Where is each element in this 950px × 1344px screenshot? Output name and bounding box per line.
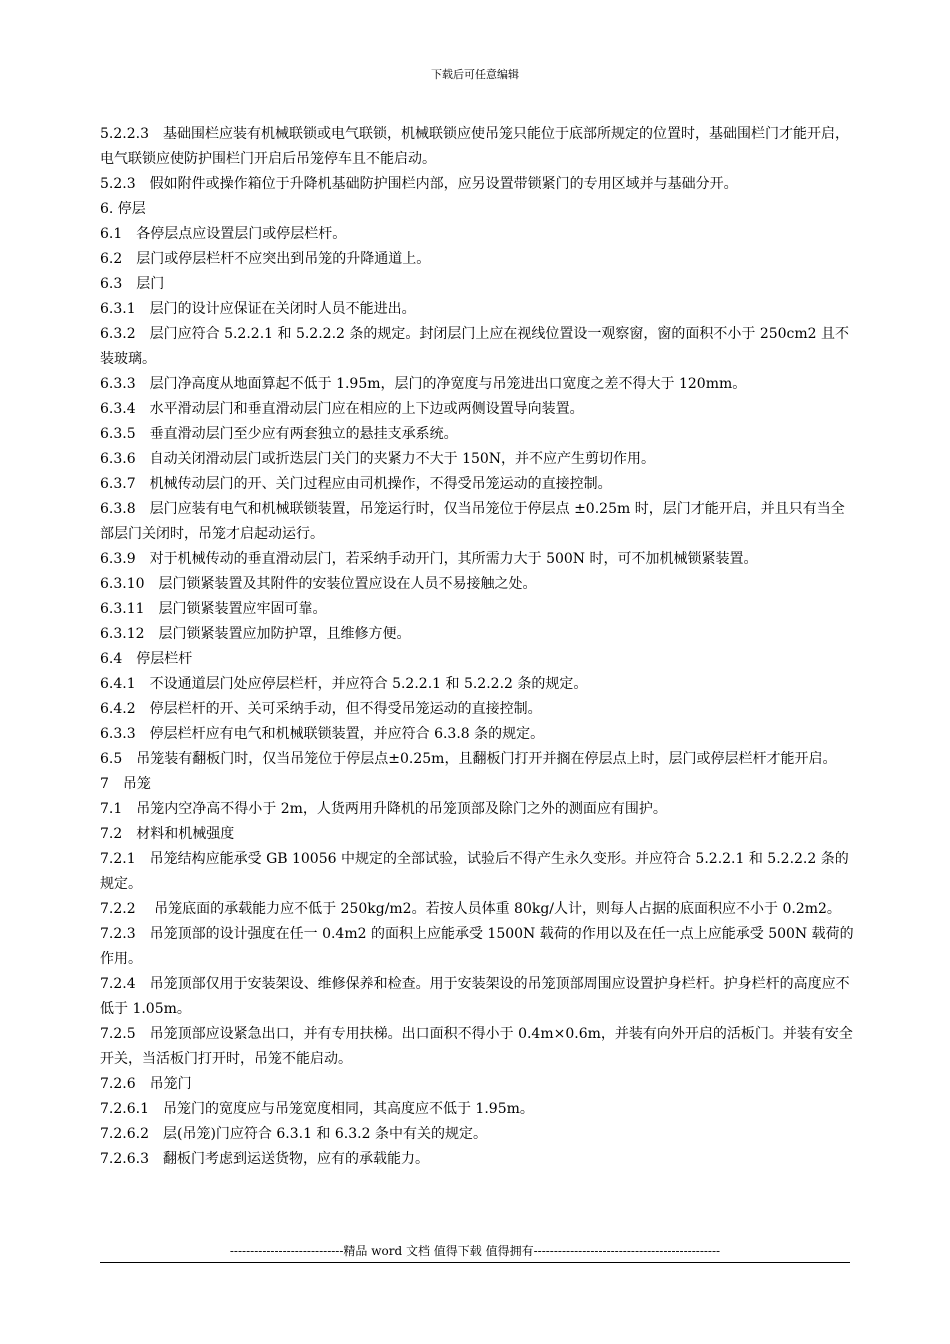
paragraph: 6.3.6 自动关闭滑动层门或折迭层门关门的夹紧力不大于 150N，并不应产生剪切作用。	[100, 451, 656, 467]
page-header: 下载后可任意编辑	[431, 68, 519, 81]
section-heading: 7 吊笼	[100, 776, 151, 792]
paragraph: 6.3.4 水平滑动层门和垂直滑动层门应在相应的上下边或两侧设置导向装置。	[100, 401, 584, 417]
paragraph: 6.3.7 机械传动层门的开、关门过程应由司机操作，不得受吊笼运动的直接控制。	[100, 476, 612, 492]
paragraph: 5.2.2.3 基础围栏应装有机械联锁或电气联锁，机械联锁应使吊笼只能位于底部所规定的位置时，基础围栏门才能开启，电气联锁应使防护围栏门开启后吊笼停车且不能启动。	[100, 126, 849, 167]
document-body	[100, 122, 855, 1172]
paragraph: 6.3.3 停层栏杆应有电气和机械联锁装置，并应符合 6.3.8 条的规定。	[100, 726, 545, 742]
section-heading: 6. 停层	[100, 201, 146, 217]
footer-divider	[100, 1262, 850, 1263]
paragraph: 6.3.3 层门净高度从地面算起不低于 1.95m，层门的净宽度与吊笼进出口宽度之差不得大于 120mm。	[100, 376, 747, 392]
paragraph: 7.2.3 吊笼顶部的设计强度在任一 0.4m2 的面积上应能承受 1500N 载荷的作用以及在任一点上应能承受 500N 载荷的作用。	[100, 926, 854, 967]
paragraph: 7.1 吊笼内空净高不得小于 2m，人货两用升降机的吊笼顶部及除门之外的测面应有围护。	[100, 801, 667, 817]
paragraph: 6.3.5 垂直滑动层门至少应有两套独立的悬挂支承系统。	[100, 426, 458, 442]
paragraph: 7.2.2 吊笼底面的承载能力应不低于 250kg/m2。若按人员体重 80kg/人计，则每人占据的底面积应不小于 0.2m2。	[100, 901, 841, 917]
section-heading: 7.2 材料和机械强度	[100, 826, 235, 842]
paragraph: 7.2.5 吊笼顶部应设紧急出口，并有专用扶梯。出口面积不得小于 0.4m×0.6m，并装有向外开启的活板门。并装有安全开关，当活板门打开时，吊笼不能启动。	[100, 1026, 853, 1067]
paragraph: 6.3.11 层门锁紧装置应牢固可靠。	[100, 601, 327, 617]
paragraph: 6.3.10 层门锁紧装置及其附件的安装位置应设在人员不易接触之处。	[100, 576, 537, 592]
section-heading: 6.4 停层栏杆	[100, 651, 193, 667]
paragraph: 6.3.2 层门应符合 5.2.2.1 和 5.2.2.2 条的规定。封闭层门上应在视线位置设一观察窗，窗的面积不小于 250cm2 且不装玻璃。	[100, 326, 850, 367]
paragraph: 6.4.1 不设通道层门处应停层栏杆，并应符合 5.2.2.1 和 5.2.2.2 条的规定。	[100, 676, 588, 692]
paragraph: 6.3.1 层门的设计应保证在关闭时人员不能进出。	[100, 301, 416, 317]
paragraph: 5.2.3 假如附件或操作箱位于升降机基础防护围栏内部，应另设置带锁紧门的专用区域并与基础分开。	[100, 176, 738, 192]
paragraph: 7.2.4 吊笼顶部仅用于安装架设、维修保养和检查。用于安装架设的吊笼顶部周围应设置护身栏杆。护身栏杆的高度应不低于 1.05m。	[100, 976, 850, 1017]
paragraph: 6.1 各停层点应设置层门或停层栏杆。	[100, 226, 347, 242]
section-heading: 6.3 层门	[100, 276, 165, 292]
paragraph: 7.2.6.2 层(吊笼)门应符合 6.3.1 和 6.3.2 条中有关的规定。	[100, 1126, 487, 1142]
paragraph: 6.4.2 停层栏杆的开、关可采纳手动，但不得受吊笼运动的直接控制。	[100, 701, 542, 717]
paragraph: 6.3.12 层门锁紧装置应加防护罩，且维修方便。	[100, 626, 411, 642]
paragraph: 7.2.1 吊笼结构应能承受 GB 10056 中规定的全部试验，试验后不得产生永久变形。并应符合 5.2.2.1 和 5.2.2.2 条的规定。	[100, 851, 849, 892]
section-heading: 7.2.6 吊笼门	[100, 1076, 192, 1092]
paragraph: 6.2 层门或停层栏杆不应突出到吊笼的升降通道上。	[100, 251, 431, 267]
page-footer: ----------------------------精品 word 文档 值得下载 值得拥有----------------------------------------------	[229, 1244, 721, 1258]
paragraph: 7.2.6.1 吊笼门的宽度应与吊笼宽度相同，其高度应不低于 1.95m。	[100, 1101, 534, 1117]
paragraph: 6.5 吊笼装有翻板门时，仅当吊笼位于停层点±0.25m，且翻板门打开并搁在停层点上时，层门或停层栏杆才能开启。	[100, 751, 837, 767]
paragraph: 6.3.9 对于机械传动的垂直滑动层门，若采纳手动开门，其所需力大于 500N 时，可不加机械锁紧装置。	[100, 551, 758, 567]
paragraph: 7.2.6.3 翻板门考虑到运送货物，应有的承载能力。	[100, 1151, 429, 1167]
paragraph: 6.3.8 层门应装有电气和机械联锁装置，吊笼运行时，仅当吊笼位于停层点 ±0.25m 时，层门才能开启，并且只有当全部层门关闭时，吊笼才启起动运行。	[100, 501, 845, 542]
